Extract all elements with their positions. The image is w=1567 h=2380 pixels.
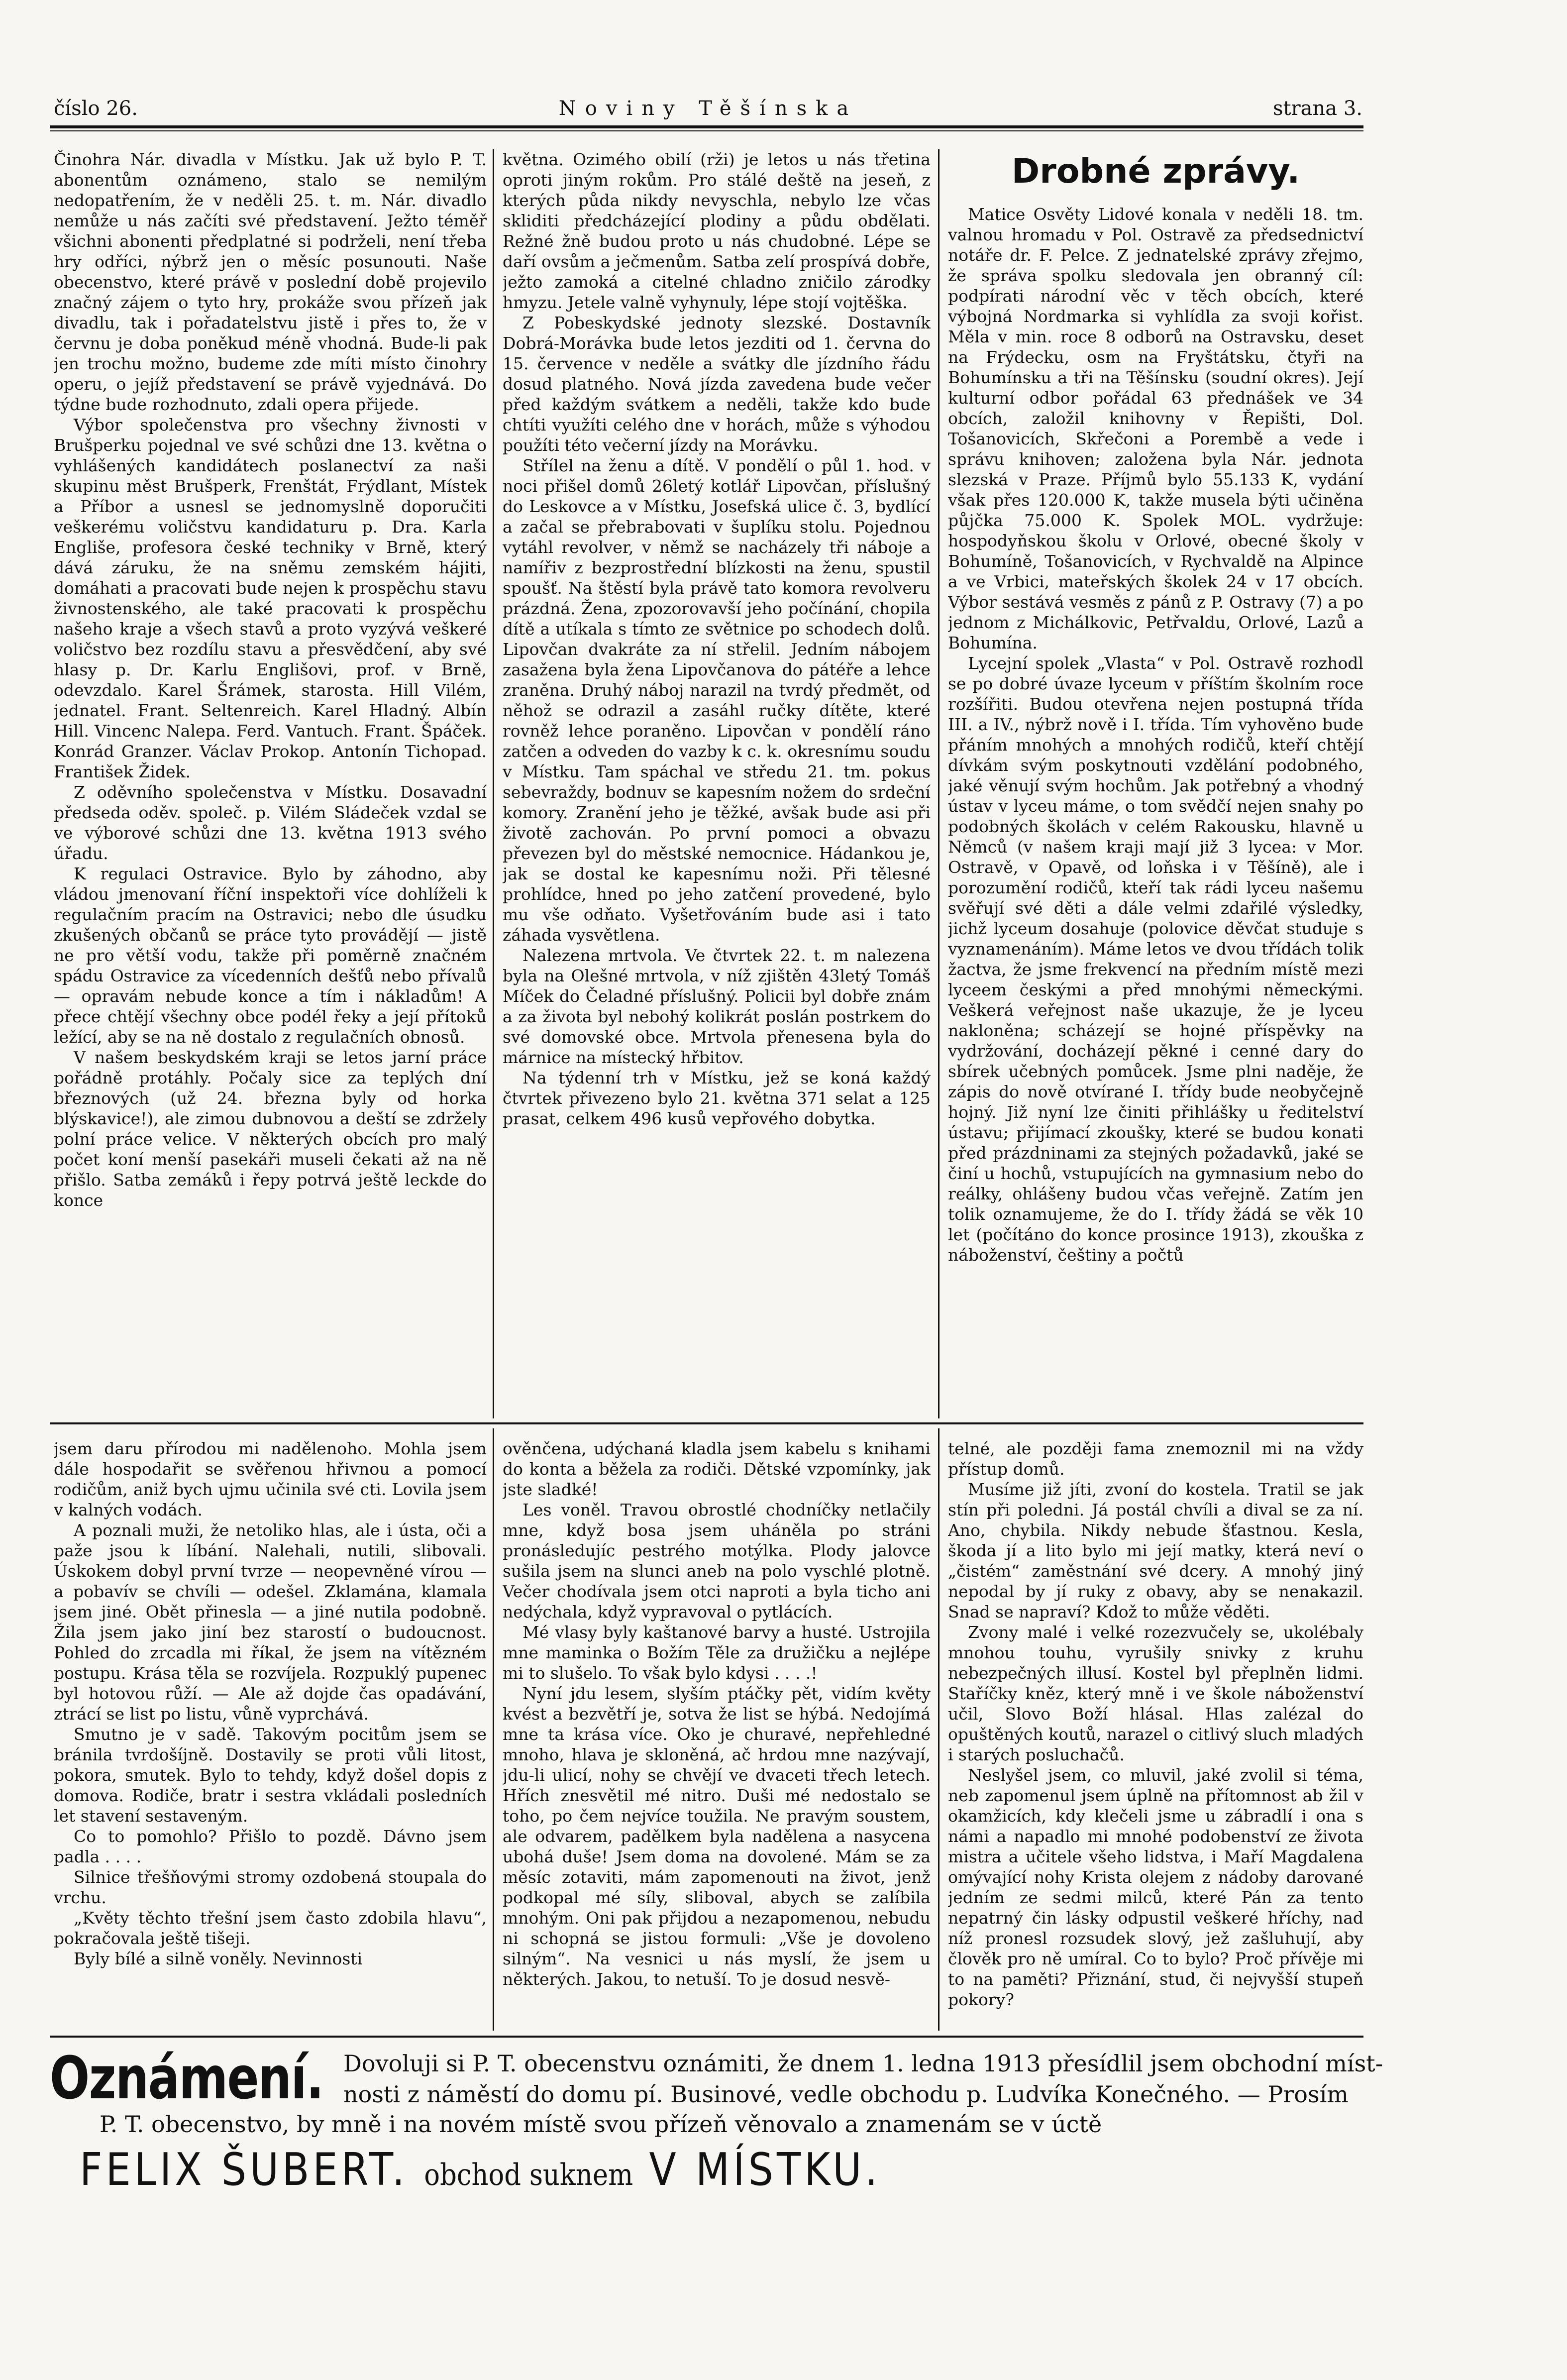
- article-nalezena-mrtvola: Nalezena mrtvola. Ve čtvrtek 22. t. m nalezena byla na Olešné mrtvola, v níž zjištěn 43letý Tomáš Míček do Čeladné příslušný. Policii byl dobře znám a za života byl nebohý kolikrát poslán postrkem do své domovské obce. Mrtvola přenesena byla do márnice na místecký hřbitov.: [503, 946, 931, 1067]
- page-header: [54, 97, 1362, 127]
- advert-merchant-name: FELIX ŠUBERT.: [80, 2144, 409, 2196]
- story-paragraph: Nyní jdu lesem, slyším ptáčky pět, vidím květy kvést a bezvětří je, sotva že list se hýbá. Nedojímá mne ta krása více. Oko je churavé, nepřehledné mnoho, hlava je skloněná, ač hrdou mne nazývají, jdu-li ulicí, nohy se chvějí ve dvaceti třech letech. Hřích znesvětil mé nitro. Duši mé nedostalo se toho, po čem nejvíce toužila. Ne pravým soustem, ale odvarem, padělkem byla nadělena a nasycena ubohá duše! Jsem doma na dovolené. Mám se za měsíc zotaviti, mám zapomenouti na život, jenž podkopal mé síly, sliboval, abych se zalíbila mnohým. Oni pak přijdou a nezapomenou, nebudu ni schopná se jistou formuli: „Vše je dovoleno silným“. Na vesnici u nás myslí, že jsem u některých. Jakou, to netuší. To je dosud nesvě-: [503, 1684, 931, 1989]
- story-paragraph: Mé vlasy byly kaštanové barvy a husté. Ustrojila mne maminka o Božím Těle za družičku a nejlépe mi to slušelo. To však bylo kdysi . . . .!: [503, 1623, 931, 1683]
- story-paragraph: Neslyšel jsem, co mluvil, jaké zvolil si téma, neb zapomenul jsem úplně na přítomnost ab žil v okamžicích, kdy klečeli jsme u zábradlí i ona s námi a napadlo mi mnohé podobenství ze života mistra a učitele všeho lidstva, i Maří Magdalena omývající nohy Krista olejem z nádoby darované jedním ze sedmi milců, které Pán za tento nepatrný čin lásky odpustil veškeré hříchy, nad níž pronesl rozsudek slový, jež zašluhují, aby člověk pro ně umíral. Co to bylo? Proč přívěje mi to na paměti? Přiznání, stud, či nejvyšší stupeň pokory?: [948, 1765, 1363, 2009]
- advert-rule: [50, 2036, 1363, 2038]
- story-paragraph: Les voněl. Travou obrostlé chodníčky netlačily mne, když bosa jsem uháněla po stráni pronásledujíc pestrého motýlka. Plody jalovce sušila jsem na slunci aneb na polo vyschlé plotně. Večer chodívala jsem otci naproti a byla ticho ani nedýchala, když vypravoval o pytlácích.: [503, 1500, 931, 1622]
- section-title: Drobné zprávy.: [1011, 152, 1300, 191]
- column-1: [54, 149, 487, 1413]
- story-paragraph: Co to pomohlo? Přišlo to pozdě. Dávno jsem padla . . . .: [54, 1827, 487, 1866]
- advert-text-line: nosti z náměstí do domu pí. Businové, vedle obchodu p. Ludvíka Konečného. — Prosím: [343, 2081, 1349, 2108]
- story-paragraph: Silnice třešňovými stromy ozdobená stoupala do vrchu.: [54, 1867, 487, 1907]
- article-cinohra: Činohra Nár. divadla v Místku. Jak už bylo P. T. abonentům oznámeno, stalo se nemilým nedopatřením, že v neděli 25. t. m. Nár. divadlo nemůže u nás začíti své představení. Ježto téměř všichni abonenti předplatné si podrželi, není třeba hry odříci, nýbrž jen o měsíc posunouti. Naše obecenstvo, které právě v poslední době projevilo značný zájem o tyto hry, prokáže svou přízeň jak divadlu, tak i pořadatelstvu jistě i přes to, že v červnu je doba poněkud méně vhodná. Bude-li pak jen trochu možno, budeme zde míti místo činohry operu, o jejíž představení se právě vyjednává. Do týdne bude rozhodnuto, zdali opera přijede.: [54, 150, 487, 414]
- advertisement: [50, 2044, 1383, 2196]
- story-paragraph: Musíme již jíti, zvoní do kostela. Tratil se jak stín při poledni. Já postál chvíli a dival se za ní. Ano, chybila. Nikdy nebude šťastnou. Kesla, škoda jí a lito bylo mi její matky, která neví o „čistém“ zaměstnání své dcery. A mnohý jiný nepodal by jí ruky z obavy, aby se nenakazil. Snad se napraví? Kdož to může věděti.: [948, 1480, 1363, 1622]
- article-beskydsky-kraj: V našem beskydském kraji se letos jarní práce pořádně protáhly. Počaly sice za teplých dní březnových (už 24. března byly od horka blýskavice!), ale zimou dubnovou a deští se zdržely polní práce velice. V některých obcích pro malý počet koní menší pasekáři museli čekati až na ně přišlo. Satba zemáků i řepy potrvá ještě leckde do konce: [54, 1048, 487, 1210]
- header-rule-thin: [50, 130, 1363, 131]
- story-paragraph: Smutno je v sadě. Takovým pocitům jsem se bránila tvrdošíjně. Dostavily se proti vůli litost, pokora, smutek. Bylo to tehdy, když došel dopis z domova. Rodiče, bratr i sestra vkládali posledních let stavení sestaveným.: [54, 1725, 487, 1826]
- section-rule: [50, 1422, 1363, 1424]
- story-paragraph: A poznali muži, že netoliko hlas, ale i ústa, oči a paže jsou k líbání. Nalehali, nutili, slibovali. Úskokem dobyl první tvrze — neopevněné vírou — a pobavív se chvíli — odešel. Zklamána, klamala jsem jiné. Obět přinesla — a jiné nutila podobně. Žila jsem jako jiní bez starostí o budoucnost. Pohled do zrcadla mi říkal, že jsem na vítězném postupu. Krása těla se rozvíjela. Rozpuklý pupenec byl hotovou růží. — Ale až dojde čas opadávání, ztrácí se list po listu, vůně vyprchává.: [54, 1520, 487, 1724]
- page-number: strana 3.: [1272, 97, 1362, 120]
- column-6: [948, 1438, 1363, 2026]
- article-pobeskydska-jednota: Z Pobeskydské jednoty slezské. Dostavník Dobrá-Morávka bude letos jezditi od 1. června do 15. července v neděle a svátky dle jízdního řádu dosud platného. Nová jízda zavedena bude večer před každým svátkem a neděli, takže kdo bude chtíti využíti celého dne v horách, může s výhodou použíti této večerní jízdy na Morávku.: [503, 313, 931, 455]
- advert-text-line: Dovoluji si P. T. obecenstvu oznámiti, že dnem 1. ledna 1913 přesídlil jsem obchodní míst-: [343, 2050, 1383, 2077]
- story-paragraph: Byly bílé a silně voněly. Nevinnosti: [74, 1949, 363, 1968]
- advert-business: obchod suknem: [424, 2158, 633, 2192]
- article-vybor-spolecenstva: Výbor společenstva pro všechny živnosti v Brušperku pojednal ve své schůzi dne 13. května o vyhlášených kandidátech poslanectví za naši skupinu měst Brušperk, Frenštát, Frýdlant, Místek a Příbor a usnesl se jednomyslně doporučiti veškerému voličstvu kandidaturu p. Dra. Karla Engliše, profesora české techniky v Brně, který dává záruku, že na sněmu zemském hájiti, domáhati a pracovati bude nejen k prospěchu stavu živnostenského, ale také pracovati k prospěchu našeho kraje a všech stavů a proto vyzývá veškeré voličstvo bez rozdílu stavu a přesvědčení, aby své hlasy p. Dr. Karlu Englišovi, prof. v Brně, odevzdalo. Karel Šrámek, starosta. Hill Vilém, jednatel. Frant. Seltenreich. Karel Hladný. Albín Hill. Vincenc Nalepa. Ferd. Vantuch. Frant. Špáček. Konrád Granzer. Václav Prokop. Antonín Tichopad. František Židek.: [54, 415, 487, 781]
- advert-signature: [80, 2145, 881, 2200]
- story-paragraph: jsem daru přírodou mi nadělenoho. Mohla jsem dále hospodařit se svěřenou hřivnou a pomocí rodičům, aniž bych ujmu učinila své cti. Lovila jsem v kalných vodách.: [54, 1439, 487, 1519]
- article-strilel-na-zenu: Střílel na ženu a dítě. V pondělí o půl 1. hod. v noci přišel domů 26letý kotlář Lipovčan, příslušný do Leskovce a v Místku, Josefská ulice č. 3, bydlící a začal se přebrabovati v šuplíku stolu. Pojednou vytáhl revolver, v němž se nacházely tři náboje a namířiv z bezprostřední blízkosti na ženu, spustil spoušť. Na štěstí byla právě tato komora revolveru prázdná. Žena, zpozorovavší jeho počínání, chopila dítě a utíkala s tímto ze světnice po schodech dolů. Lipovčan dvakráte za ní střelil. Jedním nábojem zasažena byla žena Lipovčanova do pátéře a lehce zraněna. Druhý náboj narazil na tvrdý předmět, od něhož se odrazil a zasáhl ručky dítěte, které rovněž lehce poraněno. Lipovčan v pondělí ráno zatčen a odveden do vazby k c. k. okresnímu soudu v Místku. Tam spáchal ve středu 21. tm. pokus sebevraždy, bodnuv se kapesním nožem do srdeční komory. Zranění jeho je těžké, avšak bude asi při životě zachován. Po první pomoci a obvazu převezen byl do městské nemocnice. Hádankou je, jak se dostal ke kapesnímu noži. Při tělesné prohlídce, hned po jeho zatčení provedené, bylo mu vše odňato. Vyšetřováním bude asi i tato záhada vysvětlena.: [503, 456, 931, 945]
- article-lycejni-spolek: Lycejní spolek „Vlasta“ v Pol. Ostravě rozhodl se po dobré úvaze lyceum v příštím školním roce rozšířiti. Budou otevřena nejen postupná třída III. a IV., nýbrž nově i I. třída. Tím vyhověno bude přáním mnohých a mnohých rodičů, kteří chtějí dívkám svým poskytnouti vzdělání podobného, jaké věnují svým hochům. Jak potřebný a vhodný ústav v lyceu máme, o tom svědčí nejen snahy po podobných školách v celém Rakousku, hlavně u Němců (v našem kraji mají již 3 lycea: v Mor. Ostravě, v Opavě, od loňska i v Těšíně), ale i porozumění rodičů, kteří tak rádi lyceu našemu svěřují své děti a dále velmi zdařilé výsledky, jichž lyceum dosahuje (polovice děvčat studuje s vyznamenáním). Máme letos ve dvou třídách tolik žactva, že jsme frekvencí na předním místě mezi lyceem českými a před mnohými německými. Veškerá veřejnost naše ukazuje, že je lyceu nakloněna; scházejí se hojné příspěvky na vydržování, docházejí pěkné i cenné dary do sbírek učebných pomůcek. Jsme plni naděje, že zápis do nově otvírané I. třídy bude neobyčejně hojný. Již nyní lze činiti přihlášky u ředitelství ústavu; přijímací zkoušky, které se budou konati před prázdninami za stejných požadavků, jaké se činí u hochů, vstupujících na gymnasium nebo do reálky, ohlášeny budou včas veřejně. Zatím jen tolik oznamujeme, že do I. třídy žádá se věk 10 let (počítáno do konce prosince 1913), zkouška z náboženství, češtiny a počtů: [948, 653, 1363, 1265]
- article-odevni-spolecenstvo: Z oděvního společenstva v Místku. Dosavadní předseda oděv. společ. p. Vilém Sládeček vzdal se ve výborové schůzi dne 13. května 1913 svého úřadu.: [54, 782, 487, 863]
- masthead-title: Noviny Těšínska: [558, 97, 858, 120]
- advert-place: V MÍSTKU.: [649, 2144, 881, 2196]
- article-matice-osvety: Matice Osvěty Lidové konala v neděli 18. tm. valnou hromadu v Pol. Ostravě za předsednictví notáře dr. F. Pelce. Z jednatelské zprávy zřejmo, že správa spolku sledovala jen obranný cíl: podpírati národní věc v těch obcích, které výbojná Nordmarka si vyhlídla za svoji kořist. Měla v min. roce 8 odborů na Ostravsku, deset na Frýdecku, osm na Fryštátsku, čtyři na Bohumínsku a tři na Těšínsku (soudní okres). Její kulturní odbor pořádal 63 přednášek ve 34 obcích, založil knihovny v Řepišti, Dol. Tošanovicích, Skřečoni a Porembě a vede i správu knihoven; založena byla Nár. jednota slezská v Praze. Příjmů bylo 55.133 K, vydání však přes 120.000 K, takže musela býti učiněna půjčka 75.000 K. Spolek MOL. vydržuje: hospodyňskou školu v Orlové, obecné školy v Bohumíně, Tošanovicích, v Rychvaldě na Alpince a ve Vrbici, mateřských školek 24 v 17 obcích. Výbor sestává vesměs z pánů z P. Ostravy (7) a po jednom z Michálkovic, Petřvaldu, Orlové, Lazů a Bohumína.: [948, 205, 1363, 652]
- article-beskydsky-kraj-cont: května. Ozimého obilí (rži) je letos u nás třetina oproti jiným rokům. Pro stálé deště na jeseň, z kterých půda nikdy nevyschla, nebylo lze včas skliditi předcházející plodiny a půdu obdělati. Režné žně budou proto u nás chudobné. Lépe se daří ovsům a ječmenům. Satba zelí prospívá dobře, ježto zamoká a citelné chladno zničilo zárodky hmyzu. Jetele valně vyhynuly, lépe stojí vojtěška.: [503, 150, 931, 312]
- column-divider: [493, 149, 494, 1418]
- column-4: [54, 1438, 487, 2026]
- advert-headline: Oznámení.: [50, 2044, 323, 2112]
- column-divider: [493, 1428, 494, 2031]
- story-paragraph: telné, ale později fama znemoznil mi na vždy přístup domů.: [948, 1439, 1363, 1479]
- column-5: [503, 1438, 931, 2026]
- story-paragraph: „Květy těchto třešní jsem často zdobila hlavu“, pokračovala ještě tišeji.: [54, 1908, 487, 1948]
- column-divider: [938, 1428, 940, 2031]
- article-tydenni-trh: Na týdenní trh v Místku, jež se koná každý čtvrtek přivezeno bylo 21. května 371 selat a 125 prasat, celkem 496 kusů vepřového dobytka.: [503, 1068, 931, 1128]
- advert-text-line: P. T. obecenstvo, by mně i na novém místě svou přízeň věnovalo a znamenám se v úctě: [100, 2111, 1102, 2138]
- story-paragraph: Zvony malé i velké rozezvučely se, ukolébaly mnohou touhu, vyrušily snivky z kruhu nebezpečných illusí. Kostel byl přeplněn lidmi. Staříčky kněz, který mně i ve škole náboženství učil, Slovo Boží hlásal. Hlas zalézal do opuštěných koutů, narazel o citlivý sluch mladých i starých posluchačů.: [948, 1623, 1363, 1764]
- article-regulace-ostravice: K regulaci Ostravice. Bylo by záhodno, aby vládou jmenovaní říční inspektoři více dohlíželi k regulačním pracím na Ostravici; nebo dle úsudku zkušených občanů se práce tyto provádějí — jistě ne pro větší vodu, takže při poměrně značném spádu Ostravice za vícedenních dešťů nebo přívalů — opravám nebude konce a tím i nákladům! A přece chtějí všechny obce podél řeky a její přítoků ležící, aby se na ně dostalo z regulačních obnosů.: [54, 864, 487, 1047]
- header-rule: [50, 125, 1363, 128]
- column-divider: [938, 149, 940, 1418]
- column-3: [948, 204, 1363, 1413]
- column-2: [503, 149, 931, 1364]
- story-paragraph: ověnčena, udýchaná kladla jsem kabelu s knihami do konta a běžela za rodiči. Dětské vzpomínky, jak jste sladké!: [503, 1439, 931, 1499]
- issue-number: číslo 26.: [54, 97, 138, 120]
